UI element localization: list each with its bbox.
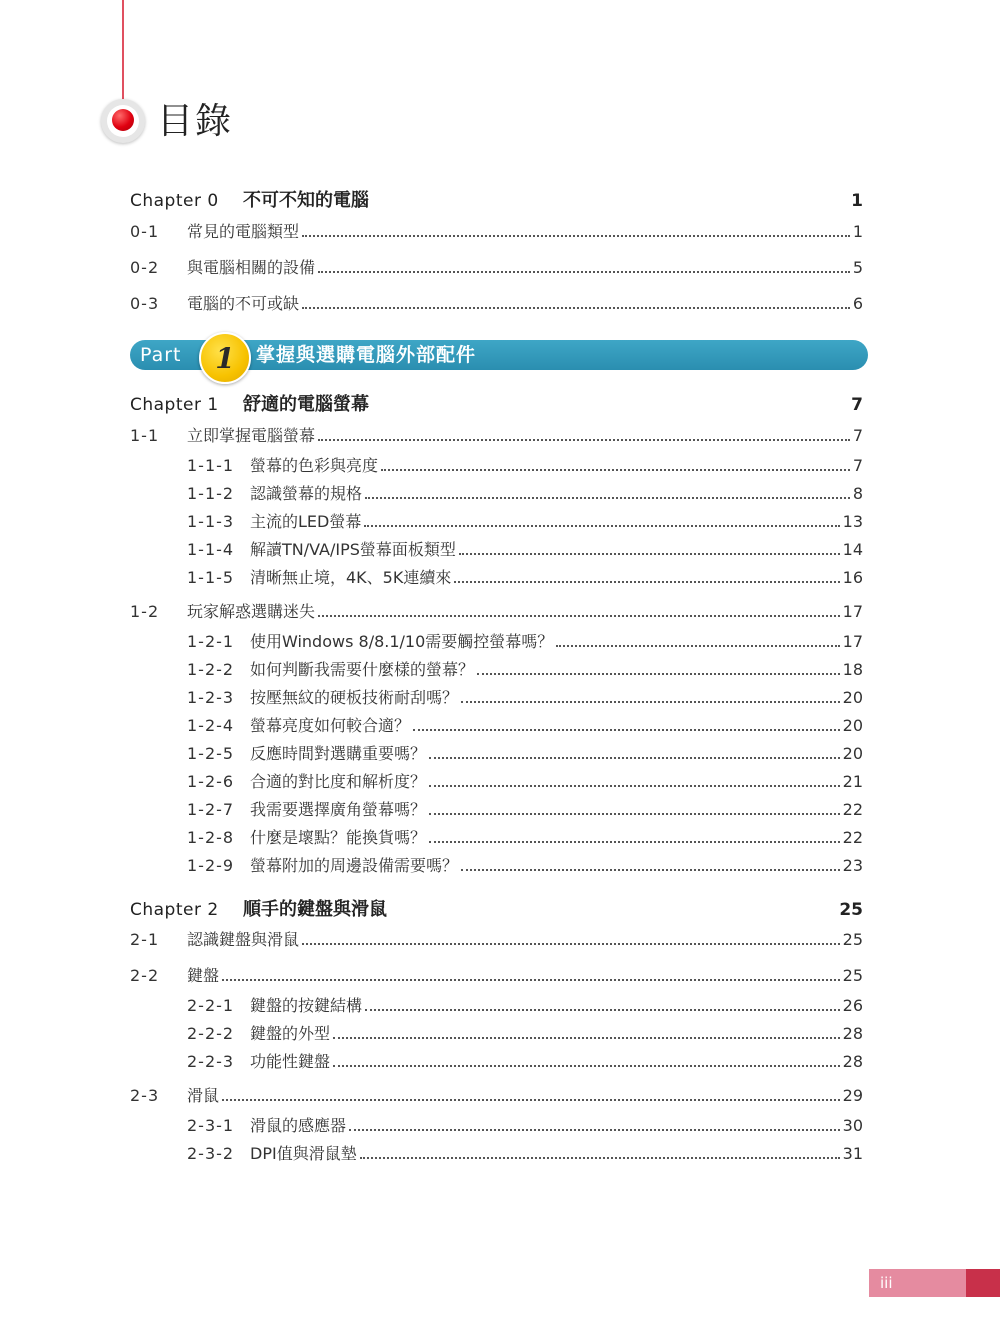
entry-title: 滑鼠的感應器 <box>250 1116 347 1135</box>
entry-page: 30 <box>842 1116 863 1135</box>
toc-subentry[interactable] <box>130 1113 863 1136</box>
entry-number: 0-3 <box>130 294 160 313</box>
entry-number: 1-2-4 <box>187 716 235 735</box>
part-number-badge: 1 <box>199 332 251 384</box>
chapter-page: 25 <box>839 900 863 920</box>
dot-leader <box>222 1099 840 1101</box>
entry-title: 立即掌握電腦螢幕 <box>187 426 316 445</box>
entry-number: 1-2-7 <box>187 800 235 819</box>
entry-title: 合適的對比度和解析度？ <box>250 772 427 791</box>
entry-title: 常見的電腦類型 <box>187 222 300 241</box>
dot-leader <box>459 553 840 555</box>
entry-page: 17 <box>842 602 863 621</box>
entry-number: 1-2-3 <box>187 688 235 707</box>
entry-page: 20 <box>842 716 863 735</box>
entry-title: 反應時間對選購重要嗎？ <box>250 744 427 763</box>
entry-title: 認識螢幕的規格 <box>250 484 363 503</box>
dot-leader <box>429 841 840 843</box>
toc-subentry[interactable] <box>130 1021 863 1044</box>
dot-leader <box>429 813 840 815</box>
toc-subentry[interactable] <box>130 537 863 560</box>
entry-page: 7 <box>852 456 863 475</box>
chapter-page: 1 <box>851 191 863 211</box>
entry-page: 14 <box>842 540 863 559</box>
entry-number: 2-2 <box>130 966 160 985</box>
page-number: iii <box>880 1274 893 1292</box>
entry-number: 1-2-6 <box>187 772 235 791</box>
entry-number: 1-2 <box>130 602 160 621</box>
dot-leader <box>360 1157 840 1159</box>
entry-number: 0-1 <box>130 222 160 241</box>
dot-leader <box>556 645 839 647</box>
toc-subentry[interactable] <box>130 565 863 588</box>
toc-entry[interactable] <box>130 255 863 278</box>
entry-title: 滑鼠 <box>187 1086 220 1105</box>
entry-title: 認識鍵盤與滑鼠 <box>187 930 300 949</box>
dot-leader <box>349 1129 840 1131</box>
entry-page: 23 <box>842 856 863 875</box>
chapter-number: Chapter 1 <box>130 395 219 415</box>
entry-title: 使用Windows 8/8.1/10需要觸控螢幕嗎？ <box>250 632 554 651</box>
dot-leader <box>333 1037 840 1039</box>
dot-leader <box>318 615 840 617</box>
toc-entry[interactable] <box>130 927 863 950</box>
entry-number: 1-2-1 <box>187 632 235 651</box>
toc-entry[interactable] <box>130 291 863 314</box>
chapter-title: 舒適的電腦螢幕 <box>243 394 369 415</box>
entry-title: 電腦的不可或缺 <box>187 294 300 313</box>
chapter-number: Chapter 2 <box>130 900 219 920</box>
entry-page: 25 <box>842 930 863 949</box>
chapter-title: 不可不知的電腦 <box>243 190 369 211</box>
entry-number: 2-3-2 <box>187 1144 235 1163</box>
page-title: 目錄 <box>157 101 234 142</box>
toc-subentry[interactable] <box>130 713 863 736</box>
toc-subentry[interactable] <box>130 993 863 1016</box>
dot-leader <box>333 1065 840 1067</box>
dot-leader <box>365 497 850 499</box>
entry-page: 22 <box>842 828 863 847</box>
part-title: 掌握與選購電腦外部配件 <box>256 344 477 366</box>
toc-subentry[interactable] <box>130 481 863 504</box>
entry-page: 1 <box>852 222 863 241</box>
entry-page: 20 <box>842 688 863 707</box>
toc-entry[interactable] <box>130 423 863 446</box>
entry-title: 什麼是壞點？能換貨嗎？ <box>250 828 427 847</box>
title-bullet-icon <box>101 99 145 143</box>
toc-chapter-1[interactable] <box>130 390 863 416</box>
entry-number: 0-2 <box>130 258 160 277</box>
entry-number: 2-1 <box>130 930 160 949</box>
toc-subentry[interactable] <box>130 657 863 680</box>
toc-subentry[interactable] <box>130 853 863 876</box>
entry-number: 2-2-1 <box>187 996 235 1015</box>
dot-leader <box>454 581 839 583</box>
entry-title: 與電腦相關的設備 <box>187 258 316 277</box>
dot-leader <box>381 469 850 471</box>
entry-title: 鍵盤的按鍵結構 <box>250 996 363 1015</box>
chapter-number: Chapter 0 <box>130 191 219 211</box>
entry-page: 6 <box>852 294 863 313</box>
toc-chapter-0[interactable] <box>130 186 863 212</box>
entry-page: 28 <box>842 1052 863 1071</box>
entry-title: DPI值與滑鼠墊 <box>250 1144 357 1163</box>
toc-entry[interactable] <box>130 1083 863 1106</box>
entry-number: 1-1-4 <box>187 540 235 559</box>
header-red-line <box>122 0 124 110</box>
entry-page: 17 <box>842 632 863 651</box>
entry-title: 清晰無止境，4K、5K連續來 <box>250 568 452 587</box>
entry-number: 1-1-2 <box>187 484 235 503</box>
toc-subentry[interactable] <box>130 685 863 708</box>
entry-number: 1-1 <box>130 426 160 445</box>
entry-title: 螢幕附加的周邊設備需要嗎？ <box>250 856 459 875</box>
toc-subentry[interactable] <box>130 1141 863 1164</box>
dot-leader <box>364 525 839 527</box>
entry-number: 1-2-5 <box>187 744 235 763</box>
entry-title: 螢幕的色彩與亮度 <box>250 456 379 475</box>
chapter-title: 順手的鍵盤與滑鼠 <box>243 899 387 920</box>
entry-title: 如何判斷我需要什麼樣的螢幕？ <box>250 660 475 679</box>
entry-page: 16 <box>842 568 863 587</box>
entry-number: 2-2-3 <box>187 1052 235 1071</box>
entry-number: 2-3 <box>130 1086 160 1105</box>
entry-title: 按壓無紋的硬板技術耐刮嗎？ <box>250 688 459 707</box>
toc-subentry[interactable] <box>130 453 863 476</box>
entry-number: 1-2-2 <box>187 660 235 679</box>
folio-tab-accent <box>966 1269 1000 1297</box>
dot-leader <box>461 869 840 871</box>
dot-leader <box>461 701 840 703</box>
entry-page: 29 <box>842 1086 863 1105</box>
toc-subentry[interactable] <box>130 825 863 848</box>
entry-title: 主流的LED螢幕 <box>250 512 362 531</box>
chapter-page: 7 <box>851 395 863 415</box>
entry-page: 25 <box>842 966 863 985</box>
entry-page: 20 <box>842 744 863 763</box>
entry-number: 2-3-1 <box>187 1116 235 1135</box>
toc-subentry[interactable] <box>130 1049 863 1072</box>
toc-subentry[interactable] <box>130 509 863 532</box>
entry-title: 鍵盤的外型 <box>250 1024 331 1043</box>
toc-chapter-2[interactable] <box>130 895 863 921</box>
entry-page: 5 <box>852 258 863 277</box>
toc-entry[interactable] <box>130 219 863 242</box>
toc-subentry[interactable] <box>130 769 863 792</box>
dot-leader <box>413 729 840 731</box>
entry-page: 28 <box>842 1024 863 1043</box>
dot-leader <box>302 943 840 945</box>
entry-number: 1-1-3 <box>187 512 235 531</box>
toc-entry[interactable] <box>130 599 863 622</box>
entry-title: 鍵盤 <box>187 966 220 985</box>
entry-page: 22 <box>842 800 863 819</box>
entry-number: 1-2-8 <box>187 828 235 847</box>
toc-subentry[interactable] <box>130 797 863 820</box>
toc-subentry[interactable] <box>130 629 863 652</box>
dot-leader <box>318 271 850 273</box>
entry-title: 螢幕亮度如何較合適？ <box>250 716 411 735</box>
dot-leader <box>429 757 840 759</box>
part-label: Part <box>140 344 182 366</box>
dot-leader <box>302 307 850 309</box>
entry-number: 1-1-5 <box>187 568 235 587</box>
dot-leader <box>365 1009 840 1011</box>
entry-page: 31 <box>842 1144 863 1163</box>
entry-page: 18 <box>842 660 863 679</box>
dot-leader <box>477 673 840 675</box>
entry-title: 解讀TN/VA/IPS螢幕面板類型 <box>250 540 456 559</box>
entry-number: 1-1-1 <box>187 456 235 475</box>
dot-leader <box>318 439 850 441</box>
entry-page: 7 <box>852 426 863 445</box>
dot-leader <box>302 235 850 237</box>
entry-title: 玩家解惑選購迷失 <box>187 602 316 621</box>
entry-title: 我需要選擇廣角螢幕嗎？ <box>250 800 427 819</box>
entry-page: 8 <box>852 484 863 503</box>
entry-page: 13 <box>842 512 863 531</box>
entry-title: 功能性鍵盤 <box>250 1052 331 1071</box>
entry-number: 2-2-2 <box>187 1024 235 1043</box>
entry-page: 26 <box>842 996 863 1015</box>
entry-number: 1-2-9 <box>187 856 235 875</box>
toc-subentry[interactable] <box>130 741 863 764</box>
toc-entry[interactable] <box>130 963 863 986</box>
entry-page: 21 <box>842 772 863 791</box>
dot-leader <box>222 979 840 981</box>
dot-leader <box>429 785 840 787</box>
